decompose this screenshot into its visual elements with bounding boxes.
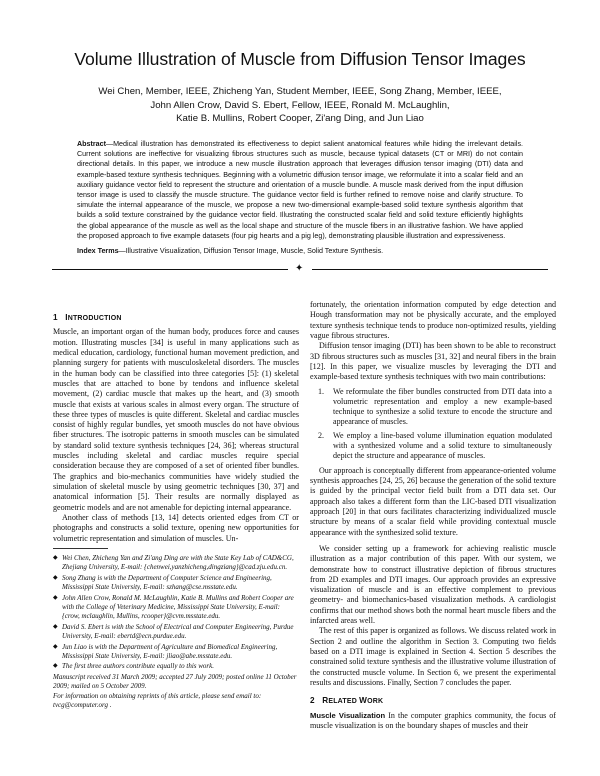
bullet-icon: ◆ bbox=[53, 574, 58, 581]
intro-paragraph-2: Another class of methods [13, 14] detects oriented edges from CT or photographs and constructs a solid texture, opening new opportunities for volumetric representation and simulation of muscles. Un- bbox=[53, 512, 299, 543]
footnote-text: John Allen Crow, Ronald M. McLaughlin, Katie B. Mullins and Robert Cooper are with the College of Veterinary Medicine, Mississippi State University, E-mail: {crow, mclaughlin, Mullins, rcooper}@cvm.msstate.edu. bbox=[62, 593, 294, 621]
footnote-text: Wei Chen, Zhicheng Yan and Zi'ang Ding are with the State Key Lab of CAD&CG, Zhejiang University, E-mail: {chenwei,yanzhicheng,dingziang}@cad.zju.edu.cn. bbox=[62, 553, 294, 572]
right-column bbox=[310, 300, 556, 731]
author-line-3: Katie B. Mullins, Robert Cooper, Zi'ang Ding, and Jun Liao bbox=[176, 113, 424, 125]
list-item bbox=[310, 387, 556, 428]
footnote-text: David S. Ebert is with the School of Electrical and Computer Engineering, Purdue University, E-mail: ebertd@ecn.purdue.edu. bbox=[62, 622, 294, 641]
section-1-heading bbox=[53, 313, 299, 324]
list-item bbox=[310, 431, 556, 462]
related-work-paragraph bbox=[310, 711, 556, 732]
author-list bbox=[40, 85, 560, 126]
right-paragraph-2: Diffusion tensor imaging (DTI) has been shown to be able to reconstruct 3D fibrous structures such as muscles [31, 32] and neural fibers in the brain [12]. In this paper, we visualize muscles by leveraging the DTI and example-based texture synthesis techniques with two main contributions: bbox=[310, 341, 556, 382]
author-line-2: John Allen Crow, David S. Ebert, Fellow, IEEE, Ronald M. McLaughlin, bbox=[150, 99, 450, 111]
right-paragraph-1: fortunately, the orientation information computed by edge detection and Hough transformation may not be physically accurate, and the employed texture synthesis technique tends to produce non-optimized results, yielding vague fibrous structures. bbox=[310, 300, 556, 340]
right-paragraph-5: The rest of this paper is organized as follows. We discuss related work in Section 2 and outline the algorithm in Section 3. Computing two fields based on a DTI image is explained in Section 4. Section 5 describes the constrained solid texture synthesis and the illustrative volume illustration of the constructed muscle volume. In Section 6, we present the experimental results and discussions. Finally, Section 7 concludes the paper. bbox=[310, 626, 556, 687]
footnote-text: The first three authors contribute equally to this work. bbox=[62, 662, 214, 671]
abstract bbox=[77, 139, 523, 241]
footnote-item bbox=[53, 662, 299, 671]
list-text: We employ a line-based volume illumination equation modulated with a synthesized volume and a solid texture to simultaneously depict the structure and appearance of muscles. bbox=[333, 430, 552, 461]
abstract-label: Abstract bbox=[77, 140, 106, 148]
bullet-icon: ◆ bbox=[53, 643, 58, 650]
manuscript-note: Manuscript received 31 March 2009; accepted 27 July 2009; posted online 11 October 2009; mailed on 5 October 2009. bbox=[53, 672, 297, 691]
footnote-text: Jun Liao is with the Department of Agriculture and Biomedical Engineering, Mississippi State University, E-mail: jliao@abe.msstate.edu. bbox=[62, 642, 278, 660]
reprints-note: For information on obtaining reprints of this article, please send email to: tvcg@computer.org . bbox=[53, 691, 262, 709]
index-terms-text: —Illustrative Visualization, Diffusion Tensor Image, Muscle, Solid Texture Synthesis. bbox=[118, 247, 384, 255]
intro-paragraph-1: Muscle, an important organ of the human body, produces force and causes motion. Illustrating muscles [34] is useful in many applications such as medical education, cardiology, functional human movement prediction, and planning surgery for patients with musculoskeletal disorders. The muscles in the human body can be classified into three categories [5]: (1) skeletal muscles that are attached to bone by tendons and influence skeletal movement, (2) cardiac muscle that makes up the heart, and (3) smooth muscle that exists at various scales in almost every organ. The structure of these three types of muscles is quite different. Skeletal and cardiac muscles consist of highly regular bundles, yet smooth muscles do not have obvious fiber structures. The isotropic patterns in smooth muscles can be simulated by standard solid texture synthesis techniques [24, 36]; whereas structural muscles including skeletal and cardiac muscles require special consideration because they are composed of a set of oriented fiber bundles. The graphics and bio-mechanics communities have widely studied the simulation of skeletal muscle by using geometric techniques [30, 37] and anatomical information [5]. Their results are normally displayed as geometric models and are not amenable for depicting internal appearance. bbox=[53, 327, 299, 512]
section-1-number: 1 bbox=[53, 313, 58, 322]
abstract-text: —Medical illustration has demonstrated its effectiveness to depict salient anatomical features while hiding the irrelevant details. Current solutions are ineffective for visualizing fibrous structures such as muscle, because typical datasets (CT or MRI) do not contain directional details. In this paper, we introduce a new muscle illustration approach that leverages diffusion tensor imaging (DTI) data and example-based texture synthesis techniques. Beginning with a volumetric diffusion tensor image, we reformulate it into a scalar field and an auxiliary guidance vector field to represent the structure and orientation of a muscle bundle. A muscle mask derived from the input diffusion tensor image is used to classify the muscle structure. The guidance vector field is further refined to remove noise and clarify structure. To simulate the internal appearance of the muscle, we propose a new two-dimensional example-based solid texture synthesis algorithm that builds a solid texture constrained by the guidance vector field. Illustrating the constructed scalar field and solid texture efficiently highlights the global appearance of the muscle as well as the local shape and structure of the muscle fibers in an illustrative fashion. We have applied the proposed approach to five example datasets (four pig hearts and a pig leg), demonstrating plausible illustration and expressiveness. bbox=[77, 140, 523, 240]
paper-title: Volume Illustration of Muscle from Diffusion Tensor Images bbox=[74, 49, 526, 69]
section-2-title-part2: ORK bbox=[367, 698, 384, 706]
section-1-title: NTRODUCTION bbox=[67, 315, 122, 322]
left-column bbox=[53, 313, 299, 710]
list-text: We reformulate the fiber bundles constructed from DTI data into a volumetric representation and employ a new example-based technique to synthesize a solid texture to encode the structure and appearance of muscles. bbox=[333, 386, 552, 427]
separator-diamond-icon: ✦ bbox=[295, 263, 304, 274]
section-2-initial: R bbox=[322, 696, 329, 706]
footnote-item bbox=[53, 554, 299, 573]
right-paragraph-3: Our approach is conceptually different from appearance-oriented volume synthesis approaches [24, 25, 26] because the generation of the solid texture is guided by the principal vector field built from a DTI data set. Our approach also takes a different form than the LIC-based DTI visualization approach [20] in that ours facilitates characterizing individualized muscle structure by means of a scalar field while providing contextual muscle appearance with the synthesized solid texture. bbox=[310, 465, 556, 537]
footnotes bbox=[53, 554, 299, 711]
contribution-list bbox=[310, 387, 556, 462]
bullet-icon: ◆ bbox=[53, 623, 58, 630]
list-number: 2. bbox=[318, 430, 325, 440]
footnote-item bbox=[53, 643, 299, 662]
right-paragraph-4: We consider setting up a framework for achieving realistic muscle illustration as a major contribution of this paper. With our system, we demonstrate how to construct illustrative depiction of fibrous structures from 2D examples and DTI images. Our approach provides an expressive visualization of muscle and is an effective complement to previous geometry- and biomechanics-based visualization methods. A cardiologist confirms that our method shows both the normal heart muscle fibers and the infarcted areas well. bbox=[310, 543, 556, 626]
section-1-initial: I bbox=[65, 313, 68, 322]
separator-left bbox=[52, 269, 288, 270]
section-2-title-part1: ELATED bbox=[328, 698, 360, 706]
index-terms bbox=[77, 246, 523, 256]
bullet-icon: ◆ bbox=[53, 663, 58, 670]
separator-right bbox=[312, 269, 548, 270]
bullet-icon: ◆ bbox=[53, 554, 58, 561]
muscle-visualization-label: Muscle Visualization bbox=[310, 710, 386, 720]
author-line-1: Wei Chen, Member, IEEE, Zhicheng Yan, Student Member, IEEE, Song Zhang, Member, IEEE, bbox=[98, 86, 502, 97]
footnote-item bbox=[53, 623, 299, 642]
footnote-item bbox=[53, 574, 299, 593]
footnote-text: Song Zhang is with the Department of Computer Science and Engineering, Mississippi State University, E-mail: szhang@cse.msstate.edu. bbox=[62, 573, 272, 592]
section-2-initial-2: W bbox=[359, 696, 368, 706]
muscle-visualization-text: In the computer graphics community, the focus of muscle visualization is on the boundary shapes of muscles and their bbox=[310, 710, 556, 730]
footnote-item bbox=[53, 594, 299, 622]
section-2-heading bbox=[310, 696, 556, 707]
footnote-rule bbox=[53, 548, 108, 549]
section-2-number: 2 bbox=[310, 696, 315, 706]
bullet-icon: ◆ bbox=[53, 594, 58, 601]
list-number: 1. bbox=[318, 386, 325, 396]
index-terms-label: Index Terms bbox=[77, 247, 119, 255]
